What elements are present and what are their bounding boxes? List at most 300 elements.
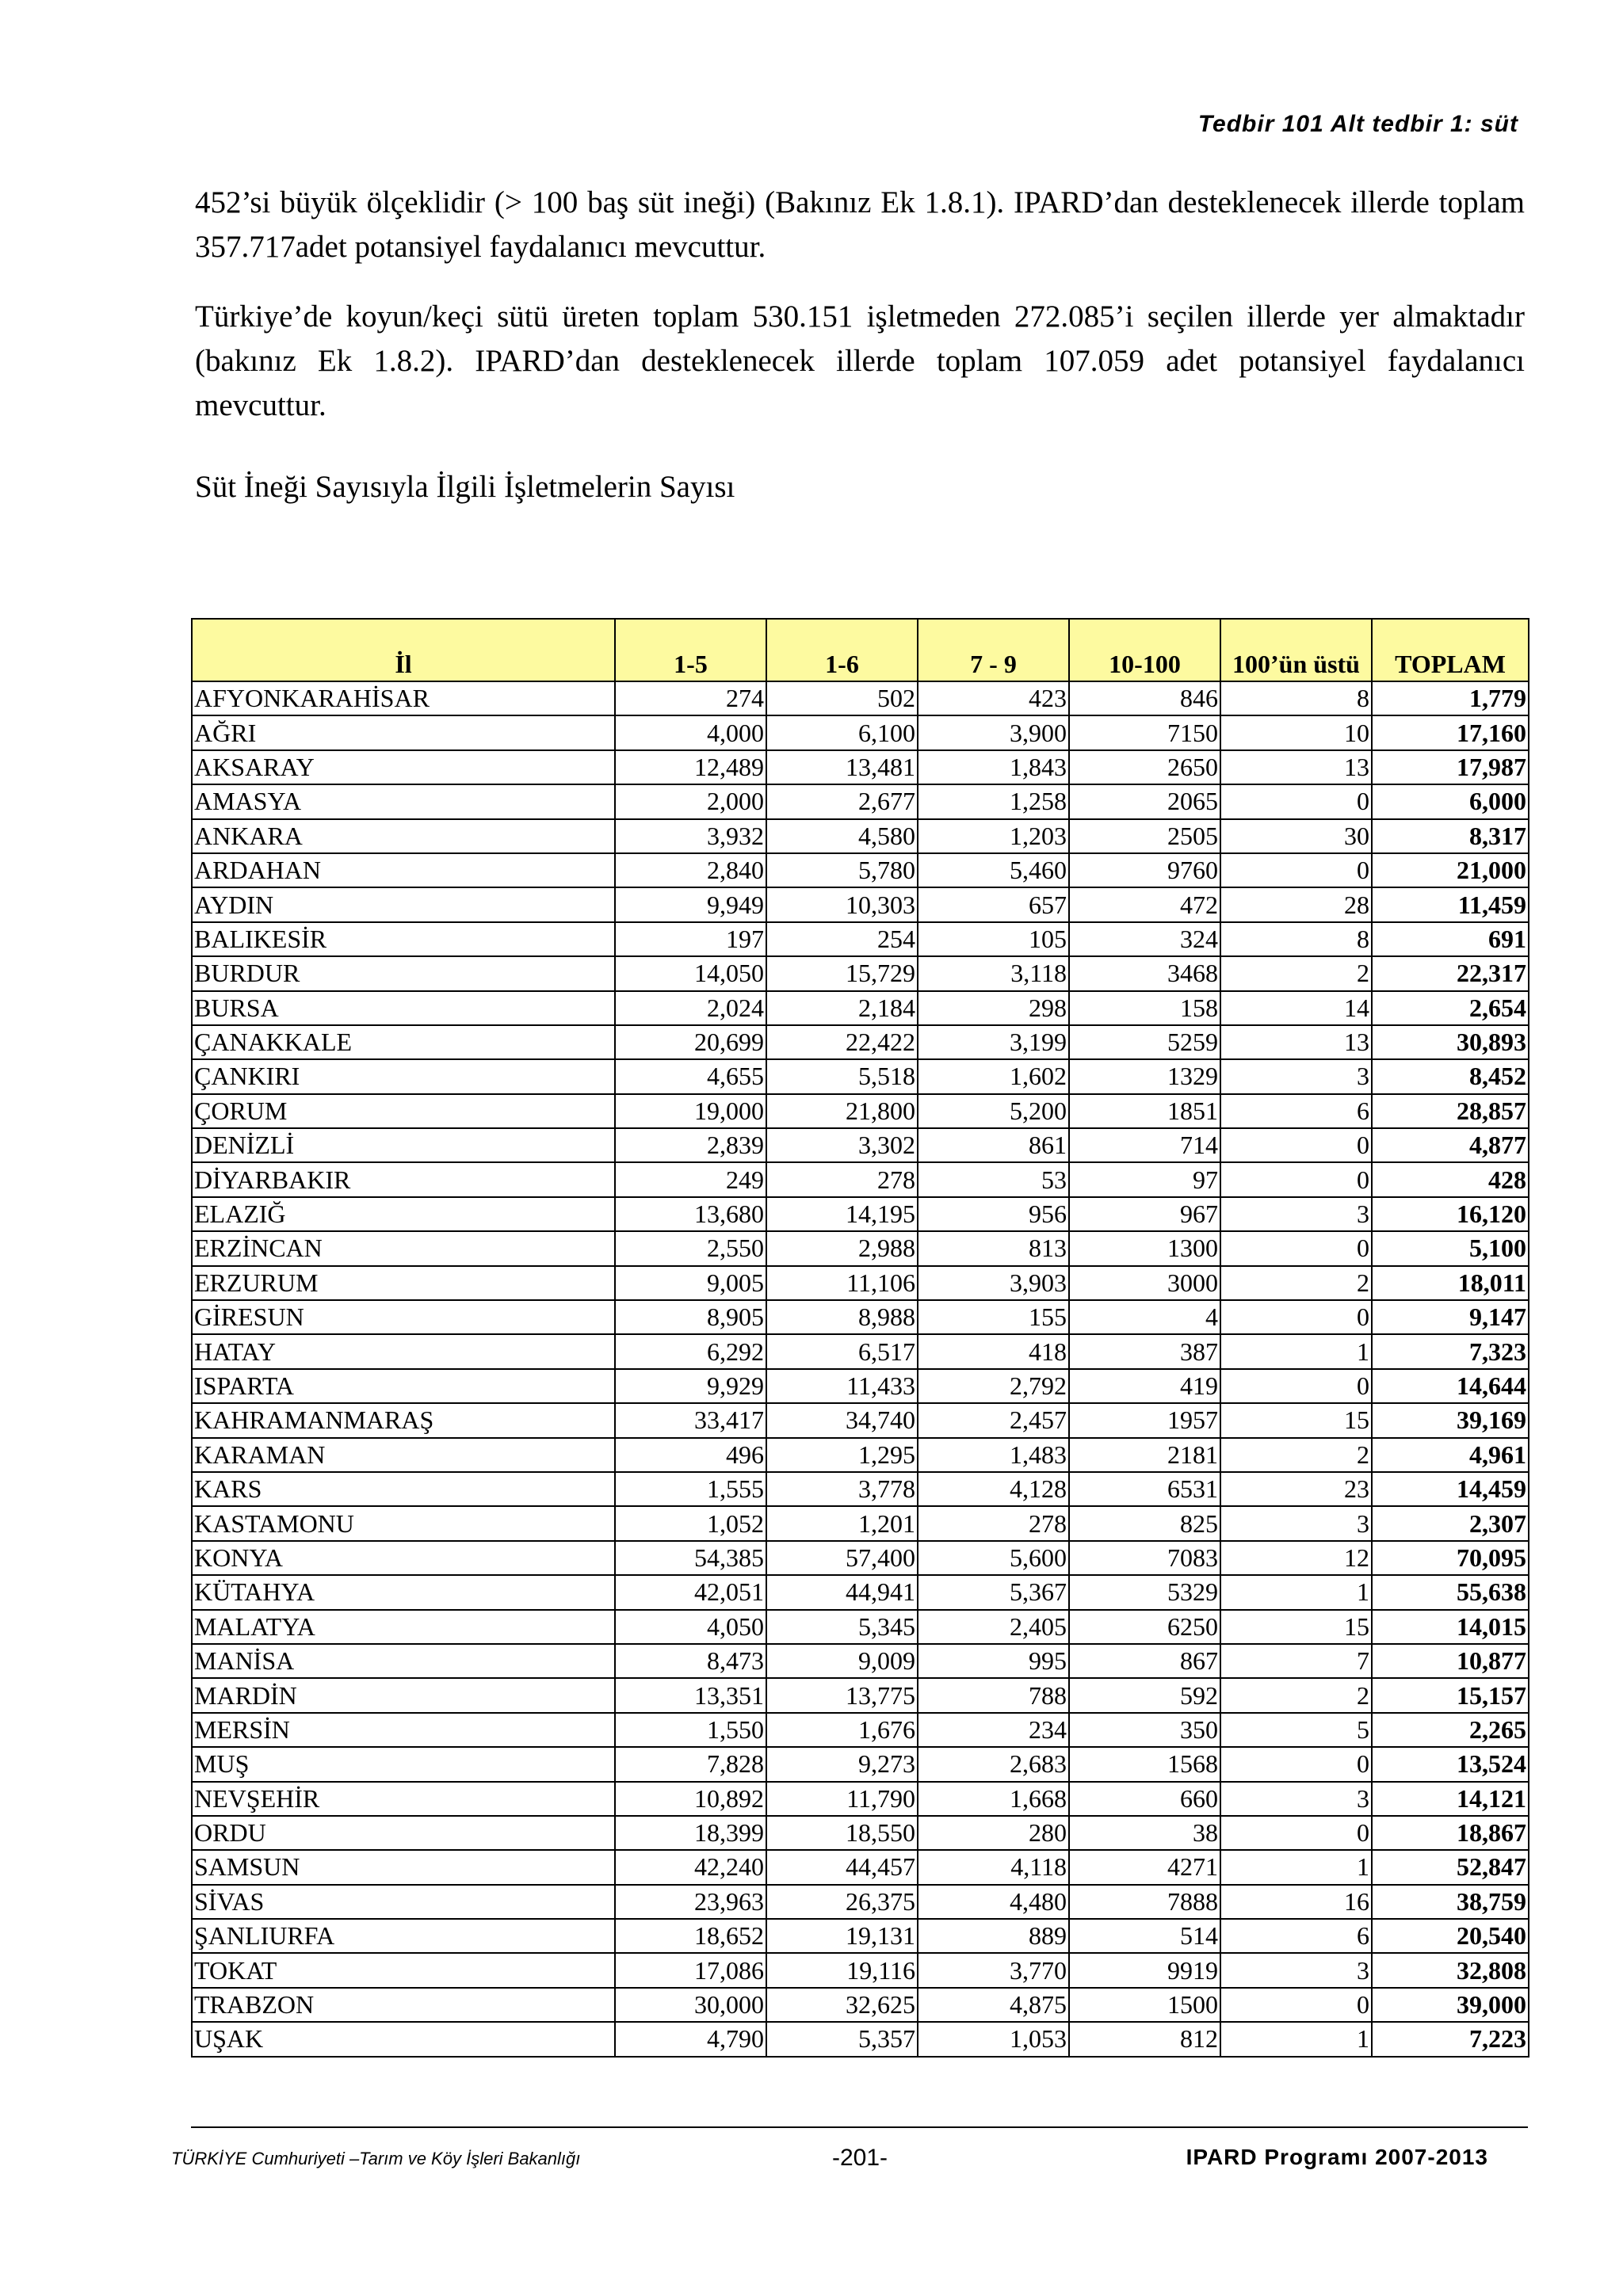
value-cell: 15	[1220, 1610, 1372, 1644]
province-cell: KASTAMONU	[192, 1506, 615, 1540]
value-cell: 1	[1220, 1334, 1372, 1368]
value-cell: 4,050	[615, 1610, 766, 1644]
province-cell: AKSARAY	[192, 750, 615, 784]
province-cell: SAMSUN	[192, 1850, 615, 1884]
column-header: 100’ün üstü	[1220, 619, 1372, 681]
value-cell: 419	[1069, 1369, 1220, 1403]
total-cell: 39,000	[1372, 1988, 1529, 2022]
value-cell: 9919	[1069, 1953, 1220, 1987]
value-cell: 7,828	[615, 1747, 766, 1781]
total-cell: 18,867	[1372, 1816, 1529, 1850]
value-cell: 21,800	[766, 1094, 918, 1128]
value-cell: 3,932	[615, 819, 766, 853]
province-cell: UŞAK	[192, 2022, 615, 2056]
value-cell: 967	[1069, 1197, 1220, 1231]
value-cell: 4	[1069, 1300, 1220, 1334]
table-row	[192, 750, 1529, 784]
table-row	[192, 887, 1529, 921]
value-cell: 197	[615, 922, 766, 956]
value-cell: 14,195	[766, 1197, 918, 1231]
value-cell: 0	[1220, 1231, 1372, 1265]
value-cell: 278	[918, 1506, 1069, 1540]
value-cell: 5,357	[766, 2022, 918, 2056]
value-cell: 2,184	[766, 991, 918, 1025]
column-header: 1-6	[766, 619, 918, 681]
table-row	[192, 1128, 1529, 1162]
footer-ministry: TÜRKİYE Cumhuriyeti –Tarım ve Köy İşleri Bakanlığı	[171, 2149, 581, 2168]
province-cell: GİRESUN	[192, 1300, 615, 1334]
value-cell: 298	[918, 991, 1069, 1025]
province-cell: ÇANAKKALE	[192, 1025, 615, 1059]
value-cell: 502	[766, 681, 918, 715]
total-cell: 16,120	[1372, 1197, 1529, 1231]
province-cell: KONYA	[192, 1541, 615, 1575]
total-cell: 70,095	[1372, 1541, 1529, 1575]
value-cell: 6531	[1069, 1472, 1220, 1506]
value-cell: 9,929	[615, 1369, 766, 1403]
value-cell: 20,699	[615, 1025, 766, 1059]
value-cell: 0	[1220, 1369, 1372, 1403]
footer-divider	[191, 2126, 1528, 2128]
value-cell: 3468	[1069, 956, 1220, 990]
value-cell: 5,460	[918, 853, 1069, 887]
value-cell: 2,677	[766, 784, 918, 818]
value-cell: 6250	[1069, 1610, 1220, 1644]
value-cell: 274	[615, 681, 766, 715]
value-cell: 995	[918, 1644, 1069, 1678]
table-row	[192, 1094, 1529, 1128]
table-row	[192, 1472, 1529, 1506]
total-cell: 5,100	[1372, 1231, 1529, 1265]
value-cell: 4271	[1069, 1850, 1220, 1884]
value-cell: 16	[1220, 1885, 1372, 1919]
table-row	[192, 1541, 1529, 1575]
value-cell: 8	[1220, 922, 1372, 956]
value-cell: 53	[918, 1162, 1069, 1196]
table-row	[192, 2022, 1529, 2056]
table-row	[192, 1403, 1529, 1437]
value-cell: 38	[1069, 1816, 1220, 1850]
table-row	[192, 1747, 1529, 1781]
value-cell: 23	[1220, 1472, 1372, 1506]
table-row	[192, 819, 1529, 853]
value-cell: 32,625	[766, 1988, 918, 2022]
value-cell: 13,481	[766, 750, 918, 784]
table-row	[192, 1025, 1529, 1059]
total-cell: 21,000	[1372, 853, 1529, 887]
value-cell: 350	[1069, 1713, 1220, 1747]
value-cell: 0	[1220, 784, 1372, 818]
table-row	[192, 1438, 1529, 1472]
value-cell: 1,843	[918, 750, 1069, 784]
table-row	[192, 1919, 1529, 1953]
value-cell: 28	[1220, 887, 1372, 921]
value-cell: 5,780	[766, 853, 918, 887]
value-cell: 2,024	[615, 991, 766, 1025]
value-cell: 18,652	[615, 1919, 766, 1953]
total-cell: 39,169	[1372, 1403, 1529, 1437]
column-header: 10-100	[1069, 619, 1220, 681]
value-cell: 867	[1069, 1644, 1220, 1678]
total-cell: 4,877	[1372, 1128, 1529, 1162]
value-cell: 8	[1220, 681, 1372, 715]
value-cell: 812	[1069, 2022, 1220, 2056]
province-cell: BURSA	[192, 991, 615, 1025]
value-cell: 19,116	[766, 1953, 918, 1987]
paragraph-2: Türkiye’de koyun/keçi sütü üreten toplam 530.151 işletmeden 272.085’i seçilen illerde yer almaktadır (bakınız Ek 1.8.2). IPARD’dan desteklenecek illerde toplam 107.059 adet potansiyel faydalanıcı mevcuttur.	[195, 299, 1525, 422]
province-cell: TRABZON	[192, 1988, 615, 2022]
column-header: TOPLAM	[1372, 619, 1529, 681]
table-row	[192, 956, 1529, 990]
dairy-farms-table	[191, 618, 1529, 2058]
province-cell: AĞRI	[192, 715, 615, 749]
column-header: İl	[192, 619, 615, 681]
province-cell: NEVŞEHİR	[192, 1782, 615, 1816]
total-cell: 15,157	[1372, 1678, 1529, 1712]
value-cell: 2181	[1069, 1438, 1220, 1472]
province-cell: AMASYA	[192, 784, 615, 818]
page-number: -201-	[832, 2145, 888, 2171]
value-cell: 9,009	[766, 1644, 918, 1678]
value-cell: 10,303	[766, 887, 918, 921]
value-cell: 1,052	[615, 1506, 766, 1540]
table-row	[192, 1850, 1529, 1884]
value-cell: 0	[1220, 853, 1372, 887]
value-cell: 3,778	[766, 1472, 918, 1506]
value-cell: 30,000	[615, 1988, 766, 2022]
province-cell: SİVAS	[192, 1885, 615, 1919]
province-cell: ISPARTA	[192, 1369, 615, 1403]
province-cell: DİYARBAKIR	[192, 1162, 615, 1196]
value-cell: 33,417	[615, 1403, 766, 1437]
table-caption: Süt İneği Sayısıyla İlgili İşletmelerin Sayısı	[195, 470, 735, 504]
value-cell: 4,128	[918, 1472, 1069, 1506]
value-cell: 2,840	[615, 853, 766, 887]
value-cell: 4,580	[766, 819, 918, 853]
province-cell: KARAMAN	[192, 1438, 615, 1472]
table-row	[192, 853, 1529, 887]
value-cell: 30	[1220, 819, 1372, 853]
value-cell: 4,000	[615, 715, 766, 749]
table-row	[192, 1162, 1529, 1196]
value-cell: 11,106	[766, 1266, 918, 1300]
value-cell: 1500	[1069, 1988, 1220, 2022]
value-cell: 42,240	[615, 1850, 766, 1884]
total-cell: 55,638	[1372, 1575, 1529, 1609]
table-row	[192, 1334, 1529, 1368]
value-cell: 34,740	[766, 1403, 918, 1437]
table-row	[192, 1369, 1529, 1403]
value-cell: 2,457	[918, 1403, 1069, 1437]
total-cell: 2,265	[1372, 1713, 1529, 1747]
table-row	[192, 1782, 1529, 1816]
value-cell: 105	[918, 922, 1069, 956]
value-cell: 10,892	[615, 1782, 766, 1816]
value-cell: 5329	[1069, 1575, 1220, 1609]
value-cell: 26,375	[766, 1885, 918, 1919]
value-cell: 14,050	[615, 956, 766, 990]
value-cell: 0	[1220, 1300, 1372, 1334]
value-cell: 324	[1069, 922, 1220, 956]
province-cell: ELAZIĞ	[192, 1197, 615, 1231]
total-cell: 9,147	[1372, 1300, 1529, 1334]
province-cell: AYDIN	[192, 887, 615, 921]
value-cell: 5,518	[766, 1059, 918, 1093]
value-cell: 6,517	[766, 1334, 918, 1368]
province-cell: MARDİN	[192, 1678, 615, 1712]
province-cell: MALATYA	[192, 1610, 615, 1644]
table-row	[192, 1644, 1529, 1678]
province-cell: TOKAT	[192, 1953, 615, 1987]
value-cell: 1	[1220, 1575, 1372, 1609]
value-cell: 158	[1069, 991, 1220, 1025]
value-cell: 8,473	[615, 1644, 766, 1678]
province-cell: BURDUR	[192, 956, 615, 990]
value-cell: 1	[1220, 2022, 1372, 2056]
footer-program: IPARD Programı 2007-2013	[1186, 2145, 1488, 2169]
table-row	[192, 1059, 1529, 1093]
value-cell: 249	[615, 1162, 766, 1196]
total-cell: 30,893	[1372, 1025, 1529, 1059]
value-cell: 15,729	[766, 956, 918, 990]
value-cell: 5,200	[918, 1094, 1069, 1128]
value-cell: 13,680	[615, 1197, 766, 1231]
value-cell: 0	[1220, 1128, 1372, 1162]
total-cell: 6,000	[1372, 784, 1529, 818]
total-cell: 13,524	[1372, 1747, 1529, 1781]
value-cell: 592	[1069, 1678, 1220, 1712]
value-cell: 13	[1220, 750, 1372, 784]
value-cell: 9,949	[615, 887, 766, 921]
value-cell: 6,292	[615, 1334, 766, 1368]
table-row	[192, 784, 1529, 818]
value-cell: 1,295	[766, 1438, 918, 1472]
value-cell: 0	[1220, 1162, 1372, 1196]
table-row	[192, 1610, 1529, 1644]
value-cell: 3	[1220, 1506, 1372, 1540]
total-cell: 8,317	[1372, 819, 1529, 853]
value-cell: 2	[1220, 1678, 1372, 1712]
value-cell: 4,655	[615, 1059, 766, 1093]
value-cell: 4,875	[918, 1988, 1069, 2022]
value-cell: 788	[918, 1678, 1069, 1712]
value-cell: 3,903	[918, 1266, 1069, 1300]
value-cell: 11,433	[766, 1369, 918, 1403]
value-cell: 514	[1069, 1919, 1220, 1953]
value-cell: 23,963	[615, 1885, 766, 1919]
value-cell: 7083	[1069, 1541, 1220, 1575]
total-cell: 8,452	[1372, 1059, 1529, 1093]
total-cell: 4,961	[1372, 1438, 1529, 1472]
value-cell: 97	[1069, 1162, 1220, 1196]
value-cell: 423	[918, 681, 1069, 715]
value-cell: 1851	[1069, 1094, 1220, 1128]
value-cell: 7	[1220, 1644, 1372, 1678]
total-cell: 11,459	[1372, 887, 1529, 921]
value-cell: 3,199	[918, 1025, 1069, 1059]
value-cell: 155	[918, 1300, 1069, 1334]
value-cell: 7888	[1069, 1885, 1220, 1919]
total-cell: 2,654	[1372, 991, 1529, 1025]
total-cell: 38,759	[1372, 1885, 1529, 1919]
value-cell: 3,302	[766, 1128, 918, 1162]
value-cell: 19,131	[766, 1919, 918, 1953]
value-cell: 1,555	[615, 1472, 766, 1506]
province-cell: MUŞ	[192, 1747, 615, 1781]
province-cell: HATAY	[192, 1334, 615, 1368]
value-cell: 1300	[1069, 1231, 1220, 1265]
value-cell: 861	[918, 1128, 1069, 1162]
total-cell: 14,015	[1372, 1610, 1529, 1644]
value-cell: 418	[918, 1334, 1069, 1368]
value-cell: 4,790	[615, 2022, 766, 2056]
value-cell: 1,258	[918, 784, 1069, 818]
total-cell: 22,317	[1372, 956, 1529, 990]
value-cell: 17,086	[615, 1953, 766, 1987]
value-cell: 42,051	[615, 1575, 766, 1609]
value-cell: 496	[615, 1438, 766, 1472]
value-cell: 1,053	[918, 2022, 1069, 2056]
value-cell: 1,602	[918, 1059, 1069, 1093]
section-header: Tedbir 101 Alt tedbir 1: süt	[1197, 111, 1518, 137]
paragraph-1: 452’si büyük ölçeklidir (> 100 baş süt ineği) (Bakınız Ek 1.8.1). IPARD’dan desteklenecek illerde toplam 357.717adet potansiyel faydalanıcı mevcuttur.	[195, 185, 1525, 264]
value-cell: 57,400	[766, 1541, 918, 1575]
table-row	[192, 1678, 1529, 1712]
province-cell: ÇANKIRI	[192, 1059, 615, 1093]
value-cell: 9760	[1069, 853, 1220, 887]
province-cell: KAHRAMANMARAŞ	[192, 1403, 615, 1437]
table-row	[192, 1988, 1529, 2022]
value-cell: 2505	[1069, 819, 1220, 853]
value-cell: 3	[1220, 1953, 1372, 1987]
value-cell: 9,273	[766, 1747, 918, 1781]
value-cell: 1,550	[615, 1713, 766, 1747]
total-cell: 691	[1372, 922, 1529, 956]
value-cell: 13	[1220, 1025, 1372, 1059]
value-cell: 2,550	[615, 1231, 766, 1265]
table-row	[192, 1816, 1529, 1850]
value-cell: 254	[766, 922, 918, 956]
total-cell: 14,644	[1372, 1369, 1529, 1403]
table-row	[192, 1953, 1529, 1987]
value-cell: 5,345	[766, 1610, 918, 1644]
table-row	[192, 1266, 1529, 1300]
value-cell: 1568	[1069, 1747, 1220, 1781]
value-cell: 2065	[1069, 784, 1220, 818]
table-row	[192, 1575, 1529, 1609]
value-cell: 54,385	[615, 1541, 766, 1575]
table-row	[192, 1506, 1529, 1540]
value-cell: 234	[918, 1713, 1069, 1747]
value-cell: 1	[1220, 1850, 1372, 1884]
value-cell: 0	[1220, 1816, 1372, 1850]
province-cell: AFYONKARAHİSAR	[192, 681, 615, 715]
value-cell: 18,399	[615, 1816, 766, 1850]
table-row	[192, 1197, 1529, 1231]
value-cell: 5,367	[918, 1575, 1069, 1609]
table-row	[192, 715, 1529, 749]
value-cell: 2,000	[615, 784, 766, 818]
total-cell: 10,877	[1372, 1644, 1529, 1678]
total-cell: 14,459	[1372, 1472, 1529, 1506]
value-cell: 19,000	[615, 1094, 766, 1128]
value-cell: 1,201	[766, 1506, 918, 1540]
value-cell: 10	[1220, 715, 1372, 749]
value-cell: 1,203	[918, 819, 1069, 853]
value-cell: 1957	[1069, 1403, 1220, 1437]
province-cell: KÜTAHYA	[192, 1575, 615, 1609]
value-cell: 714	[1069, 1128, 1220, 1162]
value-cell: 8,905	[615, 1300, 766, 1334]
value-cell: 660	[1069, 1782, 1220, 1816]
total-cell: 18,011	[1372, 1266, 1529, 1300]
province-cell: BALIKESİR	[192, 922, 615, 956]
total-cell: 1,779	[1372, 681, 1529, 715]
value-cell: 22,422	[766, 1025, 918, 1059]
table-row	[192, 1300, 1529, 1334]
value-cell: 4,118	[918, 1850, 1069, 1884]
value-cell: 956	[918, 1197, 1069, 1231]
column-header: 1-5	[615, 619, 766, 681]
province-cell: MANİSA	[192, 1644, 615, 1678]
value-cell: 6,100	[766, 715, 918, 749]
value-cell: 2	[1220, 1266, 1372, 1300]
value-cell: 7150	[1069, 715, 1220, 749]
value-cell: 1,668	[918, 1782, 1069, 1816]
value-cell: 6	[1220, 1919, 1372, 1953]
value-cell: 3	[1220, 1059, 1372, 1093]
value-cell: 11,790	[766, 1782, 918, 1816]
province-cell: ERZURUM	[192, 1266, 615, 1300]
value-cell: 12	[1220, 1541, 1372, 1575]
province-cell: MERSİN	[192, 1713, 615, 1747]
total-cell: 7,223	[1372, 2022, 1529, 2056]
value-cell: 1329	[1069, 1059, 1220, 1093]
value-cell: 12,489	[615, 750, 766, 784]
table-row	[192, 1713, 1529, 1747]
total-cell: 28,857	[1372, 1094, 1529, 1128]
province-cell: ÇORUM	[192, 1094, 615, 1128]
value-cell: 3,770	[918, 1953, 1069, 1987]
value-cell: 0	[1220, 1988, 1372, 2022]
value-cell: 813	[918, 1231, 1069, 1265]
value-cell: 3000	[1069, 1266, 1220, 1300]
province-cell: ORDU	[192, 1816, 615, 1850]
value-cell: 5	[1220, 1713, 1372, 1747]
value-cell: 889	[918, 1919, 1069, 1953]
value-cell: 14	[1220, 991, 1372, 1025]
province-cell: KARS	[192, 1472, 615, 1506]
province-cell: ERZİNCAN	[192, 1231, 615, 1265]
value-cell: 3,118	[918, 956, 1069, 990]
value-cell: 13,351	[615, 1678, 766, 1712]
table-row	[192, 681, 1529, 715]
value-cell: 2,792	[918, 1369, 1069, 1403]
value-cell: 2,839	[615, 1128, 766, 1162]
total-cell: 32,808	[1372, 1953, 1529, 1987]
total-cell: 7,323	[1372, 1334, 1529, 1368]
value-cell: 4,480	[918, 1885, 1069, 1919]
value-cell: 1,483	[918, 1438, 1069, 1472]
value-cell: 44,457	[766, 1850, 918, 1884]
value-cell: 2,683	[918, 1747, 1069, 1781]
table-header-row	[192, 619, 1529, 681]
value-cell: 825	[1069, 1506, 1220, 1540]
value-cell: 280	[918, 1816, 1069, 1850]
column-header: 7 - 9	[918, 619, 1069, 681]
value-cell: 44,941	[766, 1575, 918, 1609]
table-row	[192, 1885, 1529, 1919]
